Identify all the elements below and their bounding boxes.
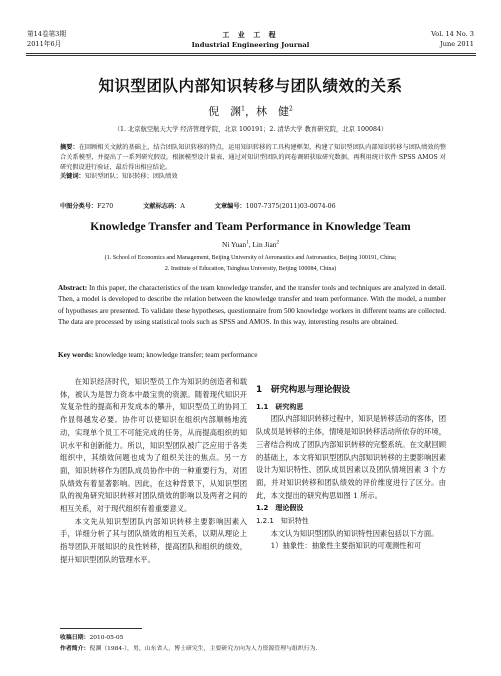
author-2-en: Lin Jian — [252, 240, 277, 249]
header-rule-2 — [26, 55, 476, 56]
doc-code-value: A — [180, 203, 185, 210]
keywords-en-line — [58, 351, 446, 359]
abstract-cn — [60, 143, 446, 182]
abstract-text-cn: 在回顾相关文献的基础上，结合团队知识转移的特点，运用知识转移的工具构建框架，构建了知识型团队内部知识转移与团队绩效的整合关系模型，并提出了一系列研究假设。根据模型设计量表，通过对知识型团队的问卷调研获取研究数据，再利用统计软件 SPSS AMOS 对研究假设进行验证，最后得出相应结论。 — [60, 144, 447, 171]
footnote-rule — [60, 628, 142, 629]
paper-title-cn: 知识型团队内部知识转移与团队绩效的关系 — [98, 77, 403, 95]
author-2-en-sup: 2 — [276, 240, 279, 246]
section-1-1-text: 团队内部知识转移过程中，知识是转移活动的客体，团队成员是转移的主体，情境是知识转移活动所依存的环境，三者结合构成了团队内部知识转移的完整系统。在文献回顾的基础上，本文将知识型团队内部知识转移的主要影响因素设计为知识特性、团队成员因素以及团队情境因素 3 个方面，并对知识转移和团队绩效的评价维度进行了区分。由此，本文提出的研究构思如图 1 所示。 — [256, 414, 446, 500]
author-1-sup: 1 — [241, 105, 245, 113]
intro-paragraph-1: 在知识经济时代，知识型员工作为知识的创造者和载体，被认为是智力资本中最宝贵的资源。随着现代知识开发复杂性的提高和开发成本的攀升，知识型员工的协同工作显得越发必要。协作可以使知识在组织内部顺畅地流动，实现单个员工不可能完成的任务，从而提高组织的知识水平和创新能力。所以，知识型团队被广泛应用于各类组织中，其绩效问题也成为了组织关注的焦点。另一方面，知识转移作为团队成员协作中的一种重要行为，对团队绩效有着显著影响。因此，在这种背景下，从知识型团队的视角研究知识转移对团队绩效的影响以及两者之间的相互关系，对于现代组织有着重要意义。 — [60, 377, 247, 514]
author-1-en-sup: 1 — [246, 240, 249, 246]
volume-cn: 第14卷第3期 — [27, 30, 66, 38]
classification-line — [60, 201, 446, 210]
section-1-2-1-item-1: 1）抽象性：抽象性主要指知识的可观测性和可 — [270, 541, 422, 551]
author-1-en: Ni Yuan — [222, 240, 247, 249]
affiliation-en-line1: (1. School of Economics and Management, Beijing University of Aeronautics and Astronautics, Beijing 100191, China; — [104, 255, 397, 261]
article-no-label: 文章编号： — [214, 203, 246, 210]
abstract-text-en: In this paper, the characteristics of the team knowledge transfer, and the transfer tools and techniques are analyzed in detail. Then, a model is developed to describe the relation between the knowledge transfer and team performance. With the model, a number of hypotheses are presented. To validate these hypotheses, questionnaire from 500 knowledge workers in different teams are collected. The data are processed by using statistical tools such as SPSS and AMOS. In this way, interesting results are obtained. — [58, 284, 446, 326]
volume-en: Vol. 14 No. 3 — [431, 30, 474, 38]
authors-en — [0, 240, 501, 249]
header-rule — [26, 53, 476, 54]
section-1-1-heading: 1.1 研究构思 — [256, 402, 304, 411]
body-right-column — [256, 376, 446, 553]
abstract-label-en: Abstract: — [58, 284, 88, 292]
received-label: 收稿日期： — [60, 635, 90, 641]
keywords-label-cn: 关键词： — [60, 173, 85, 181]
clc-label: 中图分类号： — [60, 203, 98, 210]
section-1-2-1-heading: 1.2.1 知识特性 — [256, 517, 309, 526]
journal-name — [0, 30, 501, 50]
keywords-label-en: Key words: — [58, 351, 94, 359]
header-volume-date-en — [431, 30, 474, 49]
author-en-sep: , — [248, 240, 253, 249]
author-1-cn: 倪 渊 — [208, 105, 242, 118]
body-left-column — [60, 376, 247, 567]
article-no-value: 1007-7375(2011)03-0074-06 — [245, 203, 336, 210]
paper-title-en: Knowledge Transfer and Team Performance in Knowledge Team — [90, 220, 411, 233]
keywords-en: knowledge team; knowledge transfer; team performance — [93, 351, 258, 359]
intro-paragraph-2: 本文先从知识型团队内部知识转移主要影响因素入手，详细分析了其与团队绩效的相互关系，以期从理论上指导团队开展知识的良性转移，提高团队和组织的绩效，提升知识型团队的管理水平。 — [60, 516, 247, 564]
date-cn: 2011年6月 — [27, 39, 62, 48]
affiliation-en — [0, 253, 501, 274]
author-bio: 倪渊（1984-），男，山东省人，博士研究生，主要研究方向为人力资源管理与组织行为. — [89, 646, 318, 652]
abstract-en — [58, 283, 446, 328]
authors-cn — [0, 103, 501, 119]
doc-code-label: 文献标志码： — [143, 203, 181, 210]
section-1-2-heading: 1.2 理论假设 — [256, 504, 304, 513]
abstract-label-cn: 摘要： — [60, 144, 79, 151]
footnote — [60, 633, 450, 655]
keywords-cn: 知识型团队；知识转移；团队绩效 — [84, 173, 178, 181]
author-2-cn: 林 健 — [256, 105, 289, 118]
section-1-2-1-text: 本文认为知识型团队的知识特性因素包括以下方面。 — [270, 528, 439, 538]
affiliation-cn: （1. 北京航空航天大学 经济管理学院，北京 100191；2. 清华大学 教育研究院，北京 100084） — [113, 126, 388, 133]
date-en: June 2011 — [440, 39, 474, 48]
affiliation-en-line2: 2. Institute of Education, Tsinghua University, Beijing 100084, China) — [164, 265, 337, 272]
section-1-heading: 1 研究构思与理论假设 — [256, 385, 351, 395]
author-2-sup: 2 — [289, 105, 293, 113]
received-date: 2010-05-05 — [89, 635, 124, 641]
author-bio-label: 作者简介： — [60, 646, 90, 652]
author-sep: ， — [245, 105, 256, 118]
clc-value: F270 — [97, 203, 114, 210]
journal-cn: 工 业 工 程 — [222, 30, 279, 39]
journal-en: Industrial Engineering Journal — [191, 41, 310, 49]
